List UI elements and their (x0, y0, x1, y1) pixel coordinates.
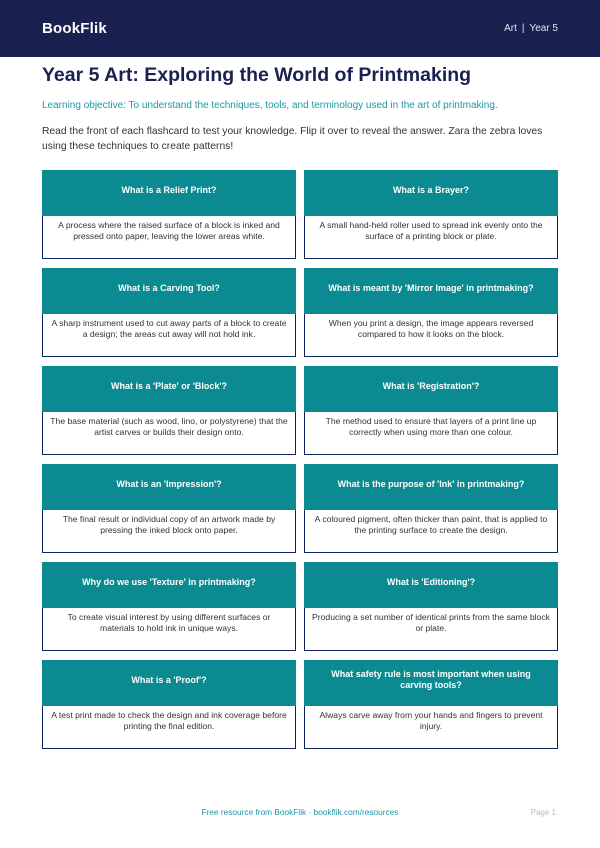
flashcard-answer: A coloured pigment, often thicker than paint, that is applied to the printing surface to create the design. (304, 510, 558, 553)
flashcard-question[interactable]: What is a Carving Tool? (42, 268, 296, 314)
flashcard-question[interactable]: What is meant by 'Mirror Image' in printmaking? (304, 268, 558, 314)
flashcard[interactable] (304, 660, 558, 749)
flashcard-question[interactable]: What is the purpose of 'Ink' in printmaking? (304, 464, 558, 510)
flashcard-question[interactable]: What is a 'Plate' or 'Block'? (42, 366, 296, 412)
intro-text: Read the front of each flashcard to test your knowledge. Flip it over to reveal the answer. Zara the zebra loves using these techniques to create patterns! (42, 126, 543, 152)
flashcard-question[interactable]: What is an 'Impression'? (42, 464, 296, 510)
flashcard-answer: A small hand-held roller used to spread ink evenly onto the surface of a printing block or plate. (304, 216, 558, 259)
flashcard[interactable] (42, 170, 296, 259)
flashcard[interactable] (42, 268, 296, 357)
page-number: Page 1 (530, 808, 556, 817)
flashcard-answer: The base material (such as wood, lino, or polystyrene) that the artist carves or builds their design onto. (42, 412, 296, 455)
header-meta (504, 23, 558, 34)
flashcard-question[interactable]: What is 'Editioning'? (304, 562, 558, 608)
flashcard-answer: A process where the raised surface of a block is inked and pressed onto paper, leaving the lower areas white. (42, 216, 296, 259)
flashcard-grid (42, 170, 558, 749)
flashcard[interactable] (304, 562, 558, 651)
flashcard-answer: A test print made to check the design and ink coverage before printing the final edition. (42, 706, 296, 749)
flashcard-question[interactable]: What safety rule is most important when using carving tools? (304, 660, 558, 706)
footer-resource-link[interactable]: Free resource from BookFlik · bookflik.com/resources (201, 807, 399, 817)
flashcard[interactable] (304, 464, 558, 553)
flashcard-answer: The final result or individual copy of an artwork made by pressing the inked block onto paper. (42, 510, 296, 553)
flashcard-answer: Producing a set number of identical prints from the same block or plate. (304, 608, 558, 651)
flashcard-question[interactable]: What is a Relief Print? (42, 170, 296, 216)
flashcard-question[interactable]: Why do we use 'Texture' in printmaking? (42, 562, 296, 608)
brand-logo[interactable]: BookFlik (42, 20, 107, 37)
flashcard-answer: Always carve away from your hands and fingers to prevent injury. (304, 706, 558, 749)
flashcard-question[interactable]: What is a Brayer? (304, 170, 558, 216)
page-title: Year 5 Art: Exploring the World of Printmaking (42, 64, 472, 86)
flashcard[interactable] (304, 366, 558, 455)
flashcard-answer: To create visual interest by using different surfaces or materials to hold ink in unique ways. (42, 608, 296, 651)
header-separator: | (521, 23, 525, 34)
flashcard[interactable] (304, 170, 558, 259)
flashcard-answer: The method used to ensure that layers of a print line up correctly when using more than one colour. (304, 412, 558, 455)
learning-objective: Learning objective: To understand the techniques, tools, and terminology used in the art of printmaking. (42, 100, 498, 111)
flashcard-answer: A sharp instrument used to cut away parts of a block to create a design; the areas cut away will not hold ink. (42, 314, 296, 357)
flashcard-question[interactable]: What is 'Registration'? (304, 366, 558, 412)
subject-label: Art (504, 23, 517, 34)
flashcard[interactable] (42, 366, 296, 455)
flashcard-answer: When you print a design, the image appears reversed compared to how it looks on the block. (304, 314, 558, 357)
flashcard-question[interactable]: What is a 'Proof'? (42, 660, 296, 706)
flashcard[interactable] (42, 562, 296, 651)
flashcard[interactable] (42, 660, 296, 749)
flashcard[interactable] (42, 464, 296, 553)
year-label: Year 5 (529, 23, 558, 34)
page-header (0, 0, 600, 57)
flashcard[interactable] (304, 268, 558, 357)
